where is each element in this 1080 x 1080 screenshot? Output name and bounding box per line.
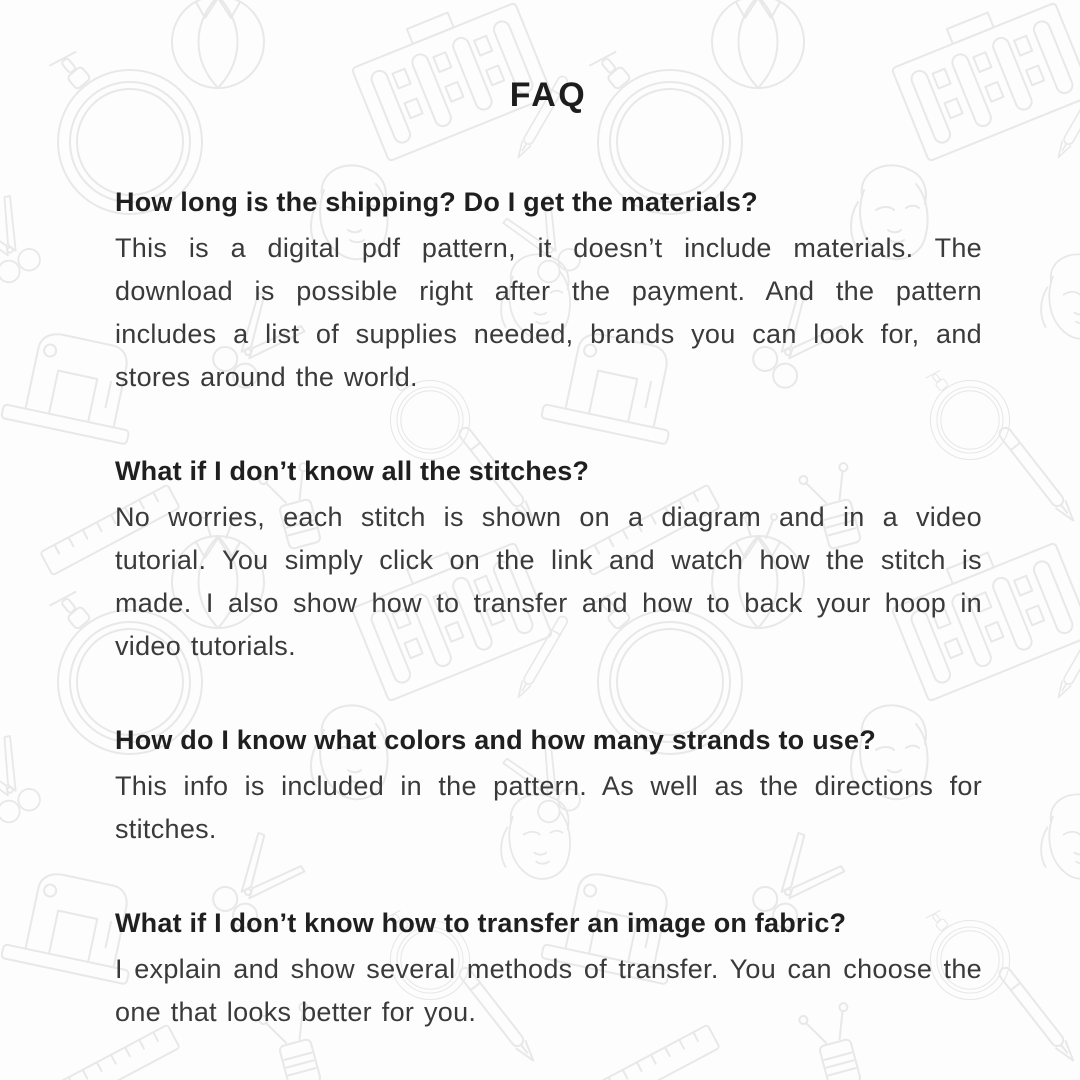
faq-item-transfer (115, 908, 982, 1034)
faq-question: How do I know what colors and how many strands to use? (115, 725, 876, 755)
faq-answer: This is a digital pdf pattern, it doesn’t include materials. The download is possible right after the payment. And the pattern includes a list of supplies needed, brands you can look for, and stores around the world. (115, 233, 982, 392)
page-title: FAQ (509, 76, 588, 114)
faq-answer: I explain and show several methods of transfer. You can choose the one that looks better for you. (115, 954, 982, 1027)
faq-question: How long is the shipping? Do I get the materials? (115, 187, 758, 217)
faq-item-stitches (115, 456, 982, 668)
faq-question: What if I don’t know all the stitches? (115, 456, 590, 486)
faq-item-colors-strands (115, 725, 982, 851)
faq-answer: No worries, each stitch is shown on a diagram and in a video tutorial. You simply click on the link and watch how the stitch is made. I also show how to transfer and how to back your hoop in video tutorials. (115, 502, 982, 661)
faq-item-shipping (115, 187, 982, 399)
faq-question: What if I don’t know how to transfer an image on fabric? (115, 908, 847, 938)
faq-answer: This info is included in the pattern. As well as the directions for stitches. (115, 771, 982, 844)
